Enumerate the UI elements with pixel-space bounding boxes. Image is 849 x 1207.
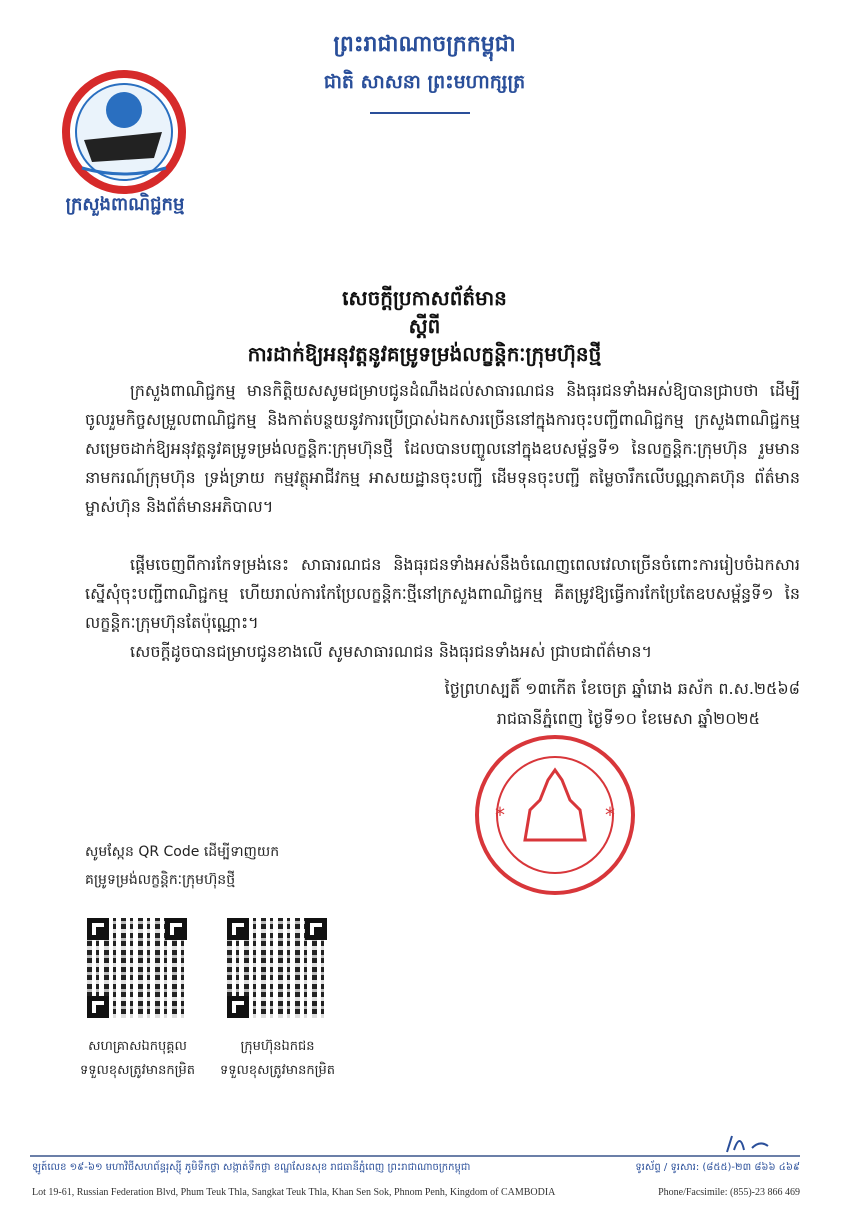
- initials-signature: [722, 1130, 782, 1158]
- official-seal: [470, 730, 640, 900]
- body-paragraph-1: ក្រសួងពាណិជ្ជកម្ម មានកិត្តិយសសូមជម្រាបជូនដំណឹងដល់សាធារណជន និងធុរជនទាំងអស់ឱ្យបានជ្រាបថា ដើម្បីចូលរួមកិច្ចសម្រួលពាណិជ្ជកម្ម និងកាត់បន្ថយនូវការប្រើប្រាស់ឯកសារច្រើននៅក្នុងការចុះបញ្ជីពាណិជ្ជកម្ម ក្រសួងពាណិជ្ជកម្មសម្រេចដាក់ឱ្យអនុវត្តនូវគម្រូទម្រង់លក្ខន្តិកៈក្រុមហ៊ុនថ្មី ដែលបានបញ្ចូលនៅក្នុងឧបសម្ព័ន្ធទី១ នៃលក្ខន្តិកៈក្រុមហ៊ុន រួមមាន នាមករណ៍ក្រុមហ៊ុន ទ្រង់ទ្រាយ កម្មវត្ថុអាជីវកម្ម អាសយដ្ឋានចុះបញ្ជី ដើមទុនចុះបញ្ជី តម្លៃចារឹកលើបណ្ណភាគហ៊ុន ព័ត៌មានម្ចាស់ហ៊ុន និងព័ត៌មានអភិបាល។: [85, 381, 800, 516]
- svg-text:*: *: [495, 803, 505, 827]
- qr-code-private-limited[interactable]: [227, 918, 327, 1018]
- title-line-2: ស្តីពី: [408, 314, 441, 338]
- kingdom-heading: ព្រះរាជាណាចក្រកម្ពុជា: [333, 32, 516, 57]
- footer-address-km: ឡូត៍លេខ ១៩-៦១ មហាវិថីសហព័ន្ធរុស្ស៊ី ភូមិទឹកថ្លា សង្កាត់ទឹកថ្លា ខណ្ឌសែនសុខ រាជធានីភ្នំពេញ ព្រះរាជាណាចក្រកម្ពុជា: [32, 1162, 471, 1173]
- svg-text:*: *: [605, 803, 615, 827]
- ornament-divider: [370, 112, 470, 114]
- motto-heading: ជាតិ សាសនា ព្រះមហាក្សត្រ: [323, 71, 526, 93]
- qr-instruction-2: គម្រូទម្រង់លក្ខន្តិកៈក្រុមហ៊ុនថ្មី: [85, 872, 236, 888]
- qr-caption-2b: ទទួលខុសត្រូវមានកម្រិត: [219, 1063, 336, 1078]
- lunar-date: ថ្ងៃព្រហស្បតិ៍ ១៣កើត ខែចេត្រ ឆ្នាំរោង ឆស័ក ព.ស.២៥៦៨: [444, 679, 800, 698]
- footer-address-en: Lot 19-61, Russian Federation Blvd, Phum Teuk Thla, Sangkat Teuk Thla, Khan Sen Sok, Phnom Penh, Kingdom of CAMBODIA: [32, 1187, 556, 1198]
- body-paragraph-3: សេចក្តីដូចបានជម្រាបជូនខាងលើ សូមសាធារណជន និងធុរជនទាំងអស់ ជ្រាបជាព័ត៌មាន។: [130, 642, 653, 661]
- ministry-logo: [62, 70, 186, 194]
- qr-code-sole-proprietorship[interactable]: [87, 918, 187, 1018]
- qr-caption-1a: សហគ្រាសឯកបុគ្គល: [88, 1039, 187, 1054]
- solar-date: រាជធានីភ្នំពេញ ថ្ងៃទី១០ ខែមេសា ឆ្នាំ២០២៥: [496, 709, 760, 728]
- qr-caption-2a: ក្រុមហ៊ុនឯកជន: [240, 1039, 315, 1054]
- footer-rule: [30, 1155, 800, 1157]
- footer-phone-en: Phone/Facsimile: (855)-23 866 469: [658, 1187, 800, 1198]
- body-paragraph-2: ផ្តើមចេញពីការកែទម្រង់នេះ សាធារណជន និងធុរជនទាំងអស់នឹងចំណេញពេលវេលាច្រើនចំពោះការរៀបចំឯកសារស្នើសុំចុះបញ្ជីពាណិជ្ជកម្ម ហើយរាល់ការកែប្រែលក្ខន្តិកៈថ្មីនៅក្រសួងពាណិជ្ជកម្ម គឺតម្រូវឱ្យធ្វើការកែប្រែតែឧបសម្ព័ន្ធទី១ នៃលក្ខន្តិកៈក្រុមហ៊ុនតែប៉ុណ្ណោះ។: [85, 555, 800, 632]
- qr-caption-1b: ទទួលខុសត្រូវមានកម្រិត: [79, 1063, 196, 1078]
- title-line-3: ការដាក់ឱ្យអនុវត្តនូវគម្រូទម្រង់លក្ខន្តិកៈក្រុមហ៊ុនថ្មី: [247, 342, 602, 366]
- qr-instruction-1: សូមស្កែន QR Code ដើម្បីទាញយក: [85, 844, 280, 860]
- footer-phone-km: ទូរស័ព្ទ / ទូរសារ: (៨៥៥)-២៣ ៨៦៦ ៤៦៩: [635, 1162, 800, 1173]
- ministry-name: ក្រសួងពាណិជ្ជកម្ម: [65, 194, 185, 215]
- title-line-1: សេចក្តីប្រកាសព័ត៌មាន: [342, 286, 507, 310]
